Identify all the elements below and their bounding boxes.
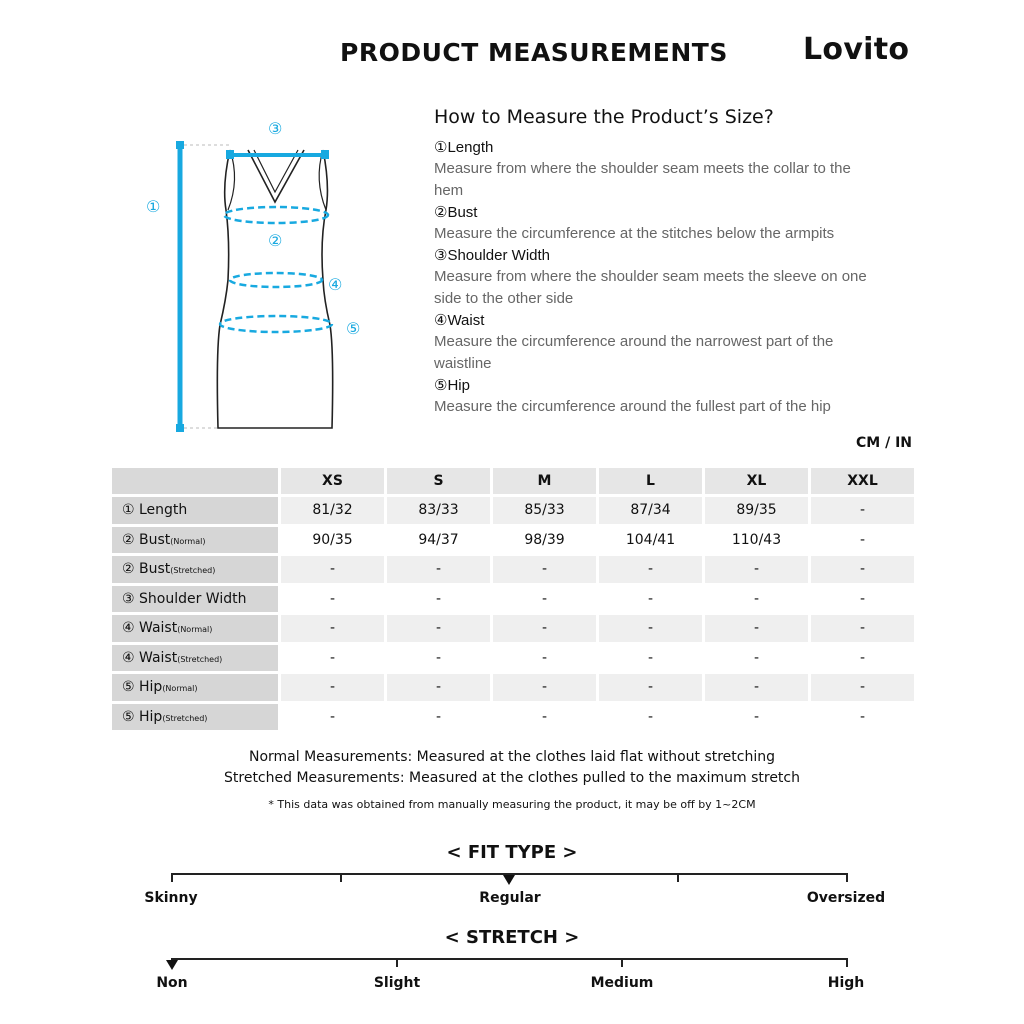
instruction-waist [434, 310, 904, 375]
row-label-qualifier: (Normal) [177, 625, 213, 635]
marker-bust: ② [268, 231, 283, 250]
table-row [112, 527, 914, 554]
table-row [112, 645, 914, 672]
instruction-shoulder-width [434, 245, 904, 310]
row-label-text: ④ Waist [122, 649, 178, 666]
row-label-text: ⑤ Hip [122, 679, 163, 696]
table-cell: - [705, 674, 808, 701]
size-header: L [599, 468, 702, 494]
dress-neckline [248, 150, 304, 202]
stretch-label-high: High [827, 975, 865, 991]
table-cell: - [599, 615, 702, 642]
stretch-tick [846, 958, 848, 967]
table-cell: - [811, 586, 914, 613]
instruction-head: ②Bust [434, 204, 478, 221]
table-corner [112, 468, 278, 494]
table-cell: - [493, 556, 596, 583]
normal-measurement-note: Normal Measurements: Measured at the clothes laid flat without stretching [249, 749, 775, 765]
hip-line [220, 316, 332, 332]
table-cell: - [493, 704, 596, 731]
table-row [112, 556, 914, 583]
unit-label: CM / IN [856, 435, 912, 451]
row-label-qualifier: (Stretched) [162, 713, 208, 723]
table-cell: 85/33 [493, 497, 596, 524]
size-header-row [112, 468, 914, 494]
fit-type-tick [340, 873, 342, 882]
row-label-text: ② Bust [122, 561, 171, 578]
instruction-desc: Measure the circumference around the narrowest part of the waistline [434, 333, 834, 372]
table-cell: 87/34 [599, 497, 702, 524]
row-label [112, 586, 278, 613]
page-title: PRODUCT MEASUREMENTS [340, 38, 728, 67]
table-cell: - [493, 586, 596, 613]
fit-type-label-oversized: Oversized [806, 890, 886, 906]
table-cell: - [387, 645, 490, 672]
table-cell: - [387, 704, 490, 731]
marker-waist: ④ [328, 275, 343, 294]
size-header: XL [705, 468, 808, 494]
table-row [112, 674, 914, 701]
table-cell: - [493, 674, 596, 701]
row-label [112, 527, 278, 554]
row-label [112, 556, 278, 583]
fit-type-marker [503, 875, 515, 885]
table-row [112, 497, 914, 524]
row-label-qualifier: (Normal) [162, 684, 198, 694]
table-cell: - [281, 556, 384, 583]
table-cell: - [599, 674, 702, 701]
fit-type-label-skinny: Skinny [144, 890, 198, 906]
table-cell: - [705, 586, 808, 613]
row-label [112, 497, 278, 524]
instruction-head: ④Waist [434, 312, 485, 329]
marker-shoulder: ③ [268, 119, 283, 138]
instruction-length [434, 137, 904, 202]
brand-logo: Lovito [803, 32, 910, 67]
row-label [112, 704, 278, 731]
stretched-measurement-note: Stretched Measurements: Measured at the clothes pulled to the maximum stretch [224, 770, 800, 786]
stretch-label-slight: Slight [373, 975, 421, 991]
marker-length: ① [146, 197, 161, 216]
fit-type-title: < FIT TYPE > [446, 842, 578, 863]
table-cell: - [811, 645, 914, 672]
instruction-desc: Measure from where the shoulder seam meets the collar to the hem [434, 160, 851, 199]
table-cell: - [387, 615, 490, 642]
stretch-tick [621, 958, 623, 967]
fit-type-tick [171, 873, 173, 882]
row-label-text: ⑤ Hip [122, 708, 163, 725]
table-cell: - [281, 586, 384, 613]
table-cell: - [705, 556, 808, 583]
row-label-qualifier: (Stretched) [177, 654, 223, 664]
size-header: XXL [811, 468, 914, 494]
table-cell: 81/32 [281, 497, 384, 524]
stretch-label-non: Non [156, 975, 188, 991]
table-cell: - [599, 556, 702, 583]
table-cell: - [811, 527, 914, 554]
bust-line [224, 207, 328, 223]
size-header: S [387, 468, 490, 494]
table-cell: 83/33 [387, 497, 490, 524]
table-cell: 98/39 [493, 527, 596, 554]
table-cell: - [387, 556, 490, 583]
row-label-qualifier: (Normal) [170, 536, 206, 546]
instruction-desc: Measure the circumference at the stitches below the armpits [434, 225, 835, 242]
row-label [112, 615, 278, 642]
table-cell: 104/41 [599, 527, 702, 554]
table-cell: 89/35 [705, 497, 808, 524]
table-cell: - [281, 615, 384, 642]
instruction-desc: Measure from where the shoulder seam meets the sleeve on one side to the other side [434, 268, 867, 307]
table-cell: - [811, 674, 914, 701]
table-cell: - [387, 674, 490, 701]
table-cell: - [599, 704, 702, 731]
fit-type-tick [846, 873, 848, 882]
table-cell: 110/43 [705, 527, 808, 554]
howto-title: How to Measure the Product’s Size? [434, 106, 774, 128]
row-label-text: ④ Waist [122, 620, 178, 637]
table-cell: - [811, 497, 914, 524]
table-cell: - [281, 704, 384, 731]
size-header: XS [281, 468, 384, 494]
size-header: M [493, 468, 596, 494]
size-table [109, 465, 917, 733]
fit-type-label-regular: Regular [479, 890, 541, 906]
table-cell: - [281, 674, 384, 701]
instruction-head: ⑤Hip [434, 377, 470, 394]
stretch-label-medium: Medium [590, 975, 654, 991]
row-label-qualifier: (Stretched) [170, 566, 216, 576]
table-cell: - [811, 615, 914, 642]
stretch-title: < STRETCH > [444, 927, 580, 948]
marker-hip: ⑤ [346, 319, 361, 338]
waist-line [230, 273, 322, 287]
disclaimer-note: * This data was obtained from manually measuring the product, it may be off by 1~2CM [268, 798, 756, 811]
row-label-text: ① Length [122, 502, 188, 519]
table-row [112, 615, 914, 642]
stretch-scale-line [171, 958, 848, 960]
instruction-bust [434, 202, 904, 245]
table-cell: 94/37 [387, 527, 490, 554]
table-cell: - [599, 645, 702, 672]
table-cell: - [811, 704, 914, 731]
table-cell: 90/35 [281, 527, 384, 554]
table-cell: - [599, 586, 702, 613]
instruction-hip [434, 375, 904, 418]
stretch-marker [166, 960, 178, 970]
table-cell: - [493, 645, 596, 672]
row-label [112, 645, 278, 672]
fit-type-tick [677, 873, 679, 882]
stretch-tick [396, 958, 398, 967]
table-cell: - [281, 645, 384, 672]
instruction-head: ③Shoulder Width [434, 247, 551, 264]
table-cell: - [705, 615, 808, 642]
table-cell: - [705, 704, 808, 731]
table-row [112, 704, 914, 731]
row-label [112, 674, 278, 701]
table-cell: - [493, 615, 596, 642]
measurement-instructions [434, 137, 904, 418]
table-cell: - [387, 586, 490, 613]
dress-measurement-figure [130, 110, 390, 440]
table-row [112, 586, 914, 613]
instruction-desc: Measure the circumference around the fullest part of the hip [434, 398, 831, 415]
row-label-text: ② Bust [122, 531, 171, 548]
instruction-head: ①Length [434, 139, 494, 156]
table-cell: - [705, 645, 808, 672]
table-cell: - [811, 556, 914, 583]
row-label-text: ③ Shoulder Width [122, 590, 247, 607]
